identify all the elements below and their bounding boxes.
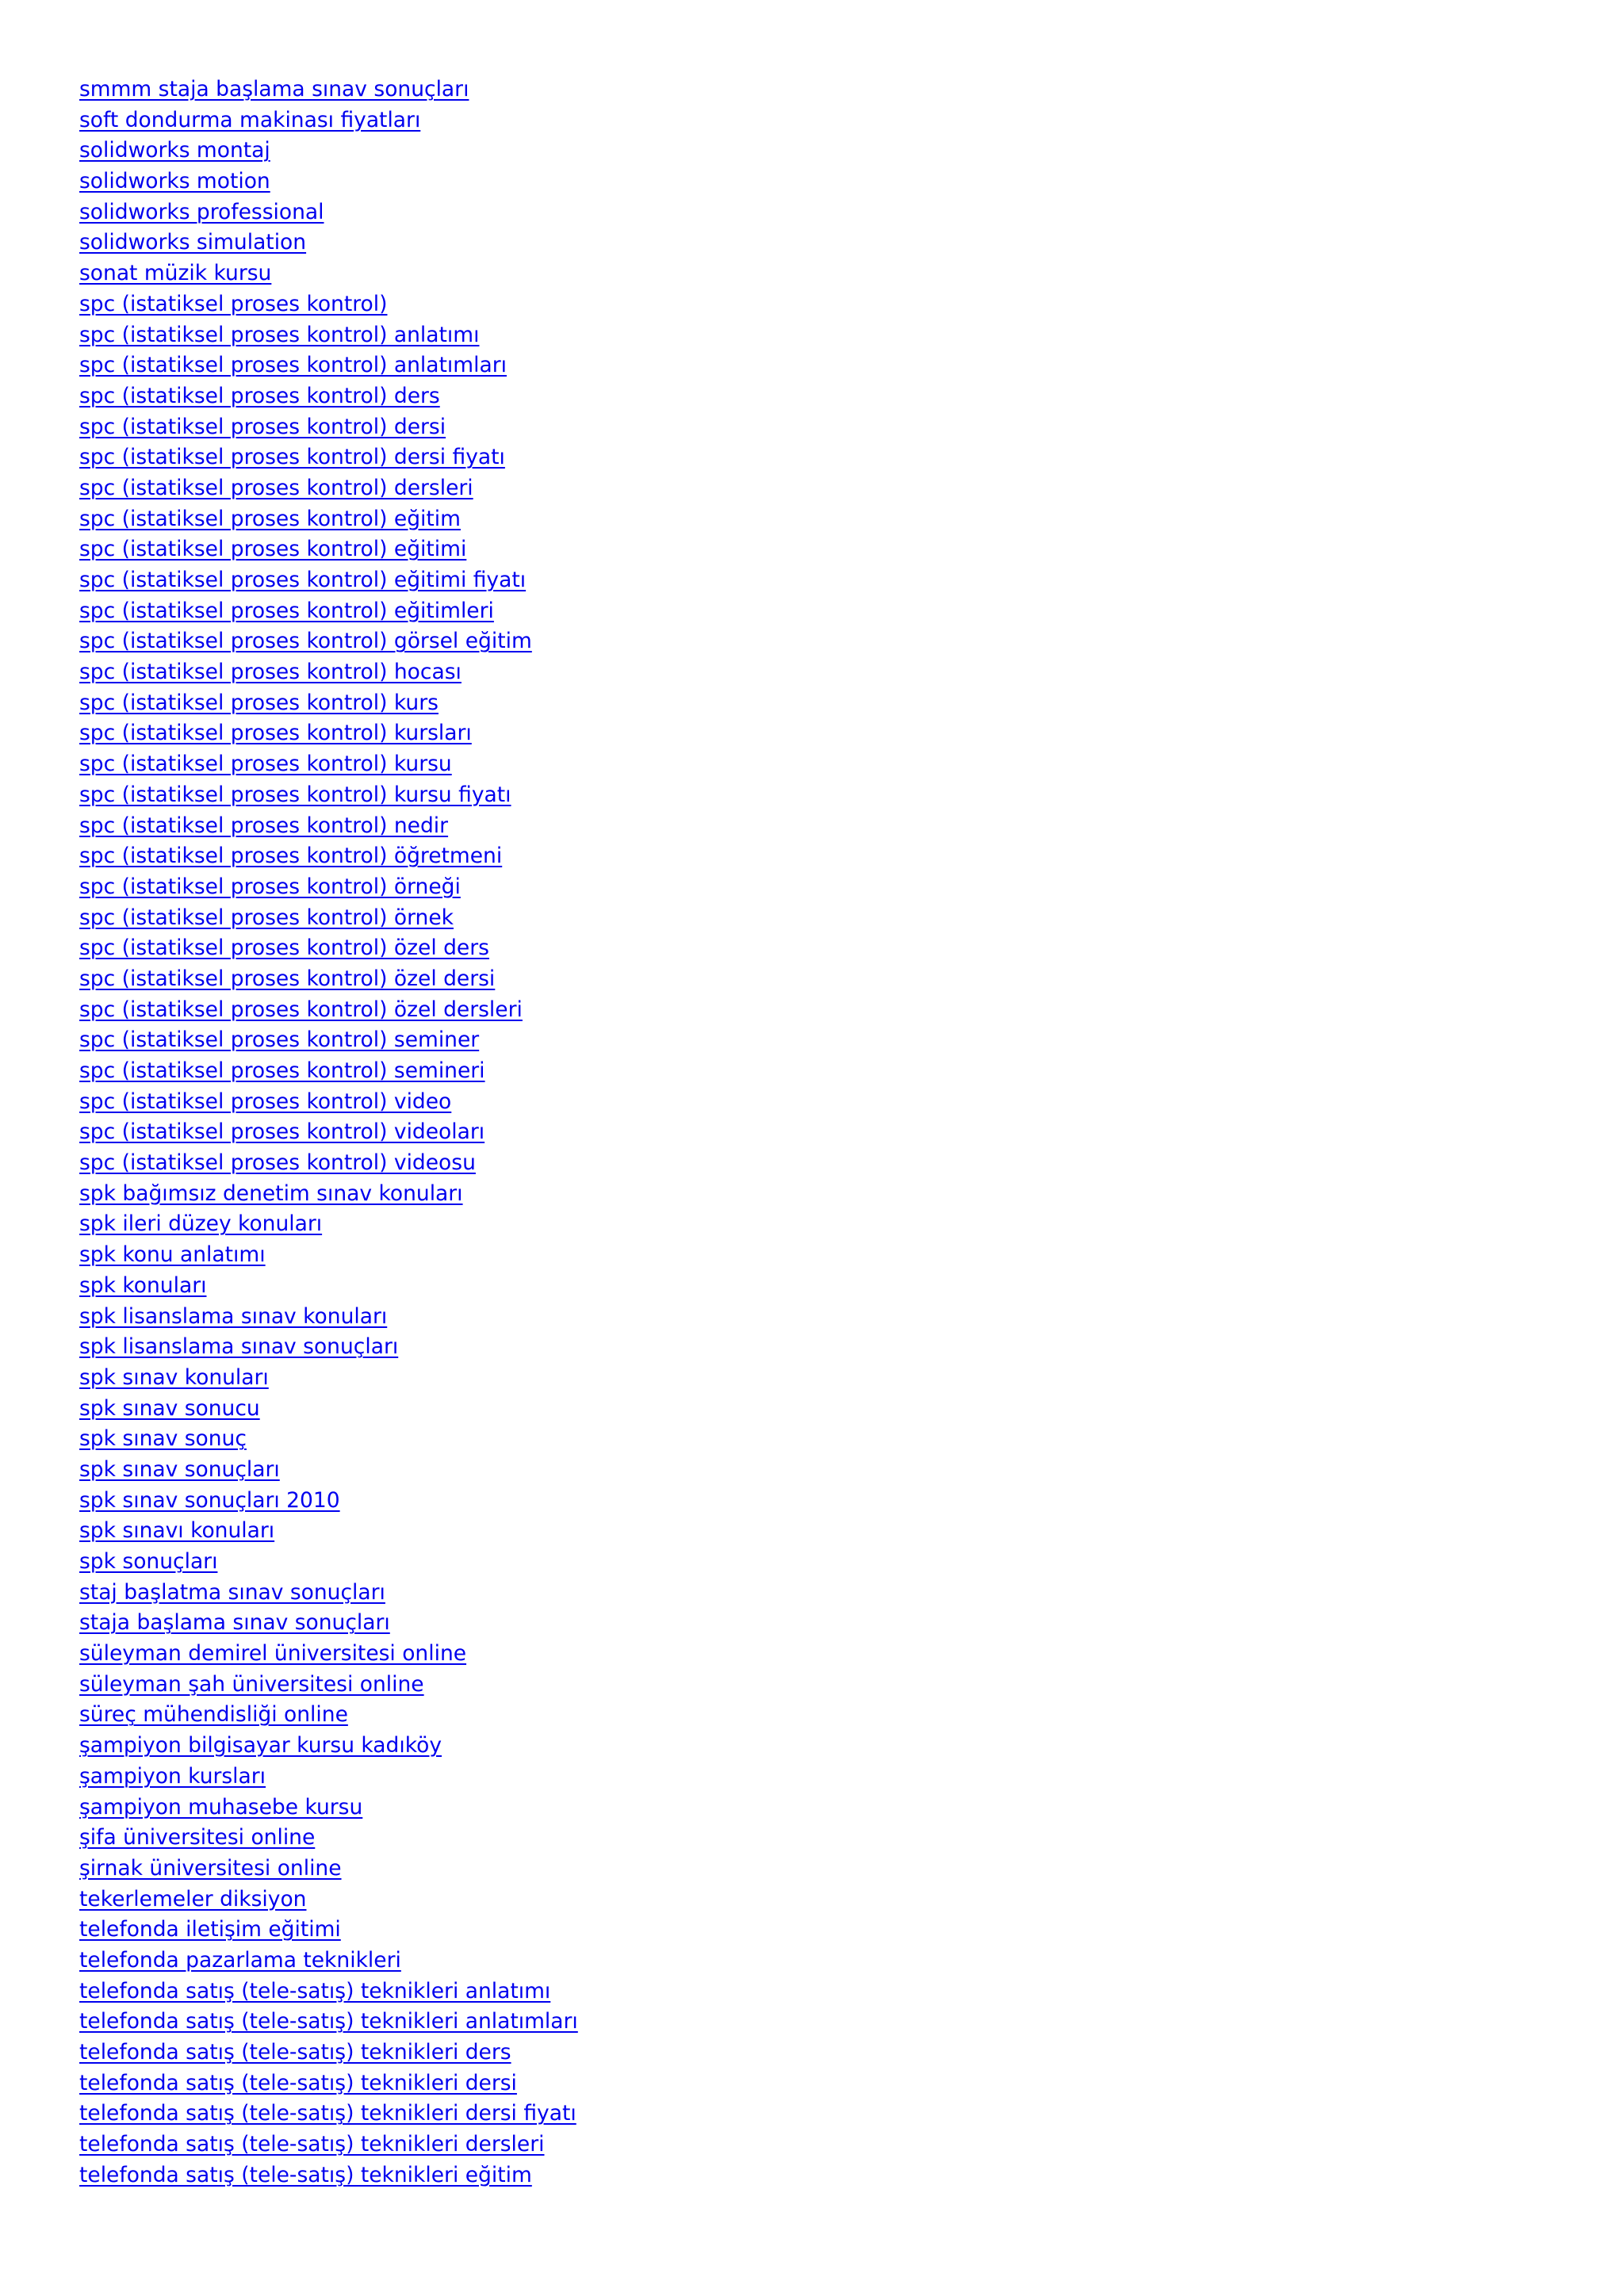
list-item <box>79 320 1507 351</box>
link-list <box>79 75 1507 2191</box>
link[interactable]: soft dondurma makinası fiyatları <box>79 107 421 132</box>
link[interactable]: spc (istatiksel proses kontrol) kursları <box>79 721 472 746</box>
link[interactable]: şirnak üniversitesi online <box>79 1855 342 1881</box>
link[interactable]: staj başlatma sınav sonuçları <box>79 1579 385 1605</box>
link[interactable]: şampiyon bilgisayar kursu kadıköy <box>79 1733 442 1758</box>
link[interactable]: solidworks motion <box>79 169 270 194</box>
link[interactable]: telefonda satış (tele-satış) teknikleri dersi <box>79 2070 517 2095</box>
list-item <box>79 1608 1507 1639</box>
list-item <box>79 1455 1507 1486</box>
link[interactable]: spc (istatiksel proses kontrol) anlatımları <box>79 353 507 378</box>
list-item <box>79 1639 1507 1670</box>
link[interactable]: spc (istatiksel proses kontrol) eğitimi fiyatı <box>79 568 527 592</box>
list-item <box>79 1700 1507 1731</box>
list-item <box>79 1087 1507 1118</box>
link[interactable]: solidworks simulation <box>79 230 307 255</box>
list-item <box>79 811 1507 842</box>
list-item <box>79 596 1507 627</box>
list-item <box>79 2007 1507 2038</box>
list-item <box>79 1976 1507 2007</box>
link[interactable]: spk sınav sonucu <box>79 1395 260 1421</box>
link[interactable]: smmm staja başlama sınav sonuçları <box>79 77 469 101</box>
link[interactable]: telefonda satış (tele-satış) teknikleri anlatımları <box>79 2009 578 2034</box>
link[interactable]: spk ileri düzey konuları <box>79 1211 323 1237</box>
list-item <box>79 1394 1507 1425</box>
list-item <box>79 1148 1507 1179</box>
list-item <box>79 688 1507 719</box>
link[interactable]: spk sınav sonuçları <box>79 1456 280 1482</box>
list-item <box>79 1240 1507 1271</box>
list-item <box>79 1209 1507 1240</box>
link[interactable]: solidworks professional <box>79 199 324 224</box>
list-item <box>79 2068 1507 2099</box>
list-item <box>79 381 1507 412</box>
list-item <box>79 504 1507 535</box>
link[interactable]: telefonda satış (tele-satış) teknikleri eğitim <box>79 2162 532 2187</box>
list-item <box>79 749 1507 780</box>
list-item <box>79 412 1507 443</box>
list-item <box>79 872 1507 903</box>
link[interactable]: spc (istatiksel proses kontrol) kursu <box>79 752 452 777</box>
list-item <box>79 1854 1507 1885</box>
link[interactable]: spc (istatiksel proses kontrol) kursu fiyatı <box>79 782 511 807</box>
list-item <box>79 258 1507 289</box>
link[interactable]: spc (istatiksel proses kontrol) seminer <box>79 1027 480 1053</box>
link[interactable]: spc (istatiksel proses kontrol) video <box>79 1089 452 1114</box>
link[interactable]: spc (istatiksel proses kontrol) videoları <box>79 1119 485 1145</box>
link[interactable]: spk sınavı konuları <box>79 1518 275 1544</box>
list-item <box>79 626 1507 657</box>
link[interactable]: telefonda satış (tele-satış) teknikleri ders <box>79 2040 511 2064</box>
list-item <box>79 933 1507 964</box>
list-item <box>79 75 1507 105</box>
link[interactable]: spc (istatiksel proses kontrol) eğitim <box>79 506 461 531</box>
link[interactable]: spc (istatiksel proses kontrol) görsel eğitim <box>79 629 532 654</box>
list-item <box>79 1885 1507 1915</box>
link[interactable]: spc (istatiksel proses kontrol) anlatımı <box>79 322 480 347</box>
list-item <box>79 1117 1507 1148</box>
link[interactable]: spk sınav sonuç <box>79 1426 247 1452</box>
list-item <box>79 1486 1507 1517</box>
link[interactable]: telefonda pazarlama teknikleri <box>79 1947 401 1973</box>
link[interactable]: spc (istatiksel proses kontrol) hocası <box>79 660 462 685</box>
list-item <box>79 197 1507 228</box>
link[interactable]: spc (istatiksel proses kontrol) özel dersleri <box>79 997 523 1022</box>
link[interactable]: spc (istatiksel proses kontrol) dersi fiyatı <box>79 445 505 470</box>
link[interactable]: spc (istatiksel proses kontrol) nedir <box>79 813 449 838</box>
list-item <box>79 1302 1507 1333</box>
link[interactable]: spc (istatiksel proses kontrol) eğitimleri <box>79 598 494 623</box>
list-item <box>79 1670 1507 1701</box>
list-item <box>79 534 1507 565</box>
list-item <box>79 903 1507 934</box>
list-item <box>79 442 1507 473</box>
link[interactable]: spc (istatiksel proses kontrol) örneği <box>79 874 461 899</box>
list-item <box>79 1915 1507 1946</box>
list-item <box>79 289 1507 320</box>
list-item <box>79 657 1507 688</box>
link[interactable]: sonat müzik kursu <box>79 261 272 286</box>
list-item <box>79 166 1507 197</box>
link[interactable]: spc (istatiksel proses kontrol) özel ders <box>79 936 489 961</box>
link[interactable]: süleyman şah üniversitesi online <box>79 1671 424 1697</box>
link[interactable]: spk lisanslama sınav sonuçları <box>79 1334 399 1360</box>
link[interactable]: spc (istatiksel proses kontrol) özel dersi <box>79 966 496 991</box>
list-item <box>79 228 1507 258</box>
link[interactable]: spc (istatiksel proses kontrol) <box>79 291 388 316</box>
link[interactable]: şifa üniversitesi online <box>79 1825 316 1850</box>
link[interactable]: spc (istatiksel proses kontrol) dersleri <box>79 475 473 500</box>
list-item <box>79 1516 1507 1547</box>
link[interactable]: şampiyon muhasebe kursu <box>79 1794 363 1820</box>
link[interactable]: spc (istatiksel proses kontrol) örnek <box>79 905 454 930</box>
link[interactable]: spc (istatiksel proses kontrol) semineri <box>79 1058 485 1083</box>
list-item <box>79 1793 1507 1823</box>
link[interactable]: spk sınav konuları <box>79 1364 269 1390</box>
link[interactable]: telefonda satış (tele-satış) teknikleri dersleri <box>79 2132 545 2157</box>
list-item <box>79 1946 1507 1976</box>
list-item <box>79 2038 1507 2068</box>
list-item <box>79 473 1507 504</box>
link[interactable]: spk lisanslama sınav konuları <box>79 1303 388 1329</box>
list-item <box>79 2160 1507 2191</box>
list-item <box>79 1578 1507 1609</box>
list-item <box>79 995 1507 1026</box>
list-item <box>79 1056 1507 1087</box>
link[interactable]: spc (istatiksel proses kontrol) kurs <box>79 690 439 715</box>
list-item <box>79 350 1507 381</box>
list-item <box>79 1271 1507 1302</box>
list-item <box>79 1823 1507 1854</box>
link[interactable]: spk konuları <box>79 1272 207 1298</box>
list-item <box>79 136 1507 166</box>
link[interactable]: telefonda satış (tele-satış) teknikleri anlatımı <box>79 1978 551 2003</box>
link[interactable]: spc (istatiksel proses kontrol) videosu <box>79 1150 476 1176</box>
link[interactable]: spc (istatiksel proses kontrol) öğretmeni <box>79 844 503 869</box>
link[interactable]: spc (istatiksel proses kontrol) eğitimi <box>79 537 467 562</box>
link[interactable]: şampiyon kursları <box>79 1763 266 1789</box>
list-item <box>79 1424 1507 1455</box>
list-item <box>79 1363 1507 1394</box>
list-item <box>79 1332 1507 1363</box>
list-item <box>79 1547 1507 1578</box>
list-item <box>79 1179 1507 1210</box>
link[interactable]: süleyman demirel üniversitesi online <box>79 1641 467 1667</box>
link[interactable]: solidworks montaj <box>79 138 270 163</box>
link[interactable]: spk sonuçları <box>79 1549 218 1574</box>
list-item <box>79 105 1507 136</box>
list-item <box>79 2130 1507 2160</box>
link[interactable]: staja başlama sınav sonuçları <box>79 1610 390 1636</box>
list-item <box>79 2099 1507 2130</box>
link[interactable]: spk konu anlatımı <box>79 1242 266 1268</box>
link[interactable]: spc (istatiksel proses kontrol) ders <box>79 383 440 408</box>
list-item <box>79 964 1507 995</box>
list-item <box>79 841 1507 872</box>
list-item <box>79 780 1507 811</box>
list-item <box>79 565 1507 596</box>
link[interactable]: spk sınav sonuçları 2010 <box>79 1487 340 1513</box>
list-item <box>79 1025 1507 1056</box>
link[interactable]: spk bağımsız denetim sınav konuları <box>79 1181 463 1206</box>
link[interactable]: telefonda iletişim eğitimi <box>79 1917 341 1942</box>
link[interactable]: spc (istatiksel proses kontrol) dersi <box>79 414 446 439</box>
list-item <box>79 718 1507 749</box>
link[interactable]: süreç mühendisliği online <box>79 1702 348 1728</box>
link[interactable]: tekerlemeler diksiyon <box>79 1886 307 1911</box>
list-item <box>79 1731 1507 1762</box>
list-item <box>79 1762 1507 1793</box>
link[interactable]: telefonda satış (tele-satış) teknikleri dersi fiyatı <box>79 2101 576 2126</box>
